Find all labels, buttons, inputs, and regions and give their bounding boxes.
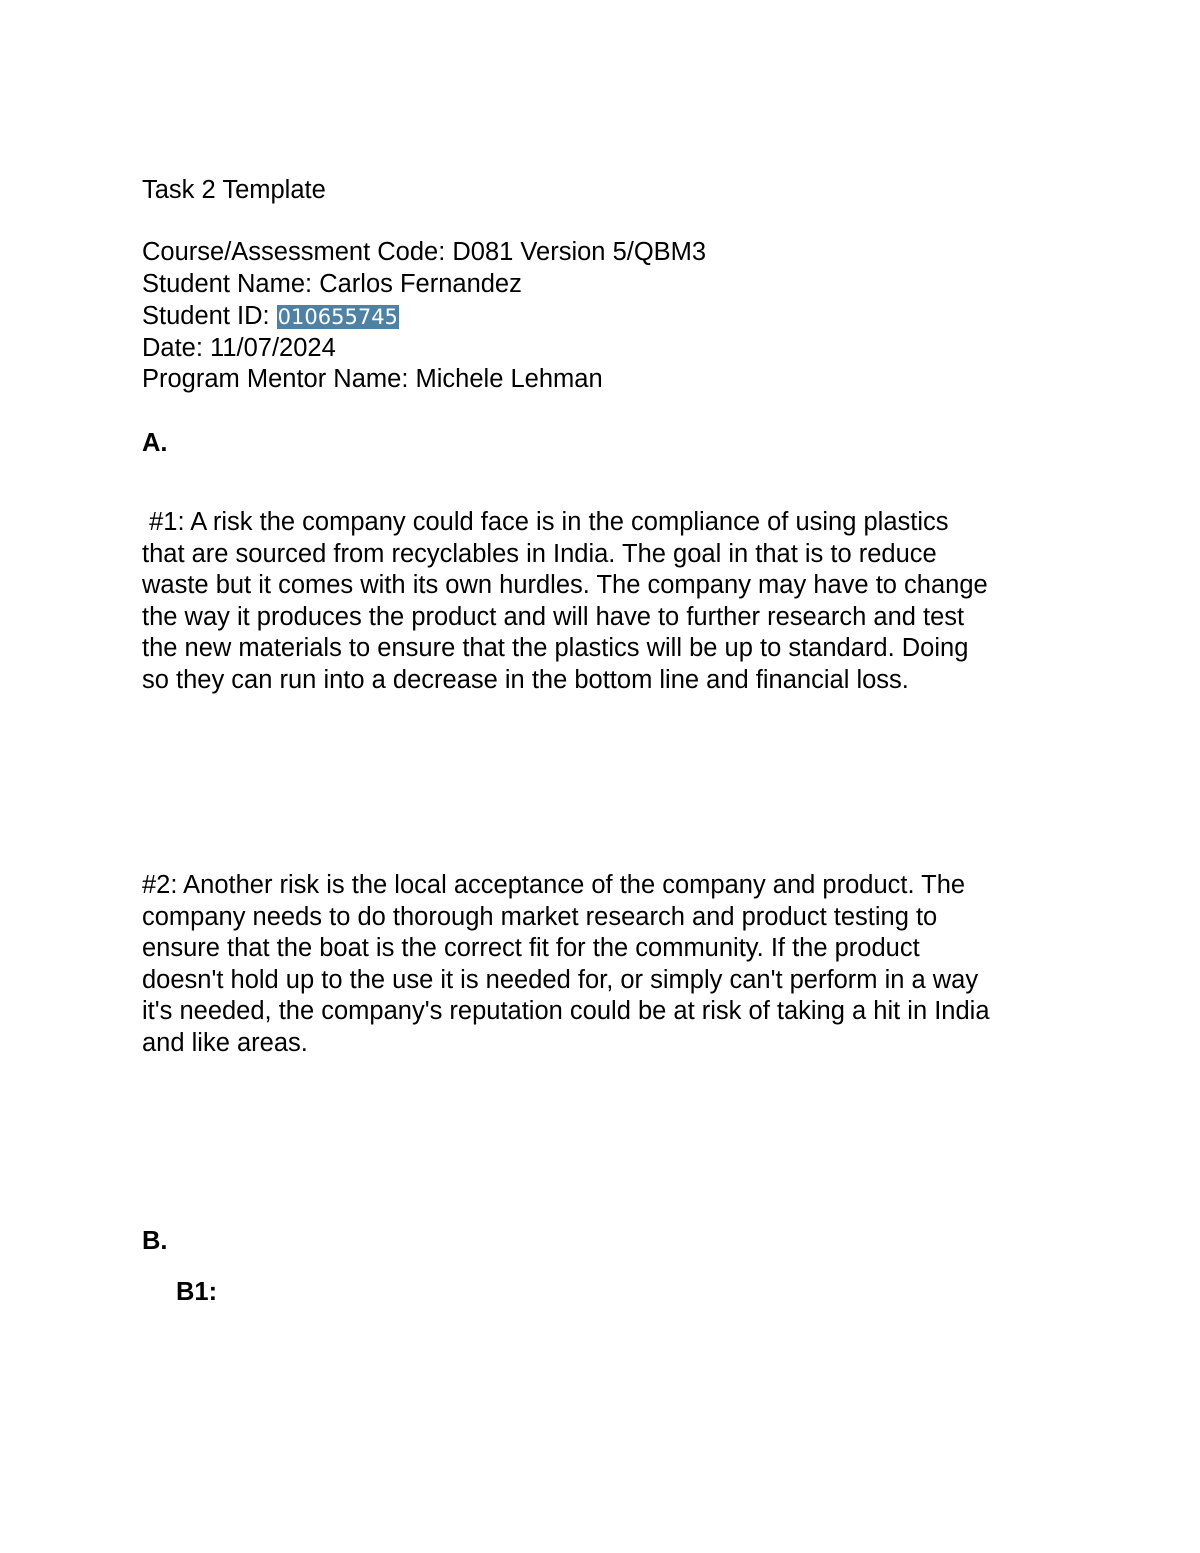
risk-1-paragraph	[142, 507, 1072, 697]
paragraph-line: company needs to do thorough market research and product testing to	[142, 902, 938, 931]
section-a-heading: A.	[142, 429, 168, 457]
paragraph-line: so they can run into a decrease in the bottom line and financial loss.	[142, 665, 909, 694]
section-b-heading: B.	[142, 1227, 168, 1255]
date-line	[142, 332, 336, 364]
paragraph-line: the way it produces the product and will have to further research and test	[142, 602, 965, 631]
date-label: Date:	[142, 334, 211, 362]
student-name-line	[142, 268, 522, 300]
course-code-line	[142, 236, 706, 268]
paragraph-line: ensure that the boat is the correct fit for the community. If the product	[142, 934, 920, 963]
paragraph-line: it's needed, the company's reputation could be at risk of taking a hit in India	[142, 997, 990, 1026]
student-name-value: Carlos Fernandez	[319, 270, 522, 298]
paragraph-line: doesn't hold up to the use it is needed for, or simply can't perform in a way	[142, 965, 979, 994]
mentor-value: Michele Lehman	[415, 365, 603, 393]
risk-2-paragraph	[142, 870, 1072, 1060]
section-b1-heading: B1:	[176, 1278, 218, 1306]
student-id-label: Student ID:	[142, 302, 277, 330]
course-code-label: Course/Assessment Code:	[142, 238, 453, 266]
paragraph-line: #2: Another risk is the local acceptance of the company and product. The	[142, 871, 966, 899]
paragraph-line: that are sourced from recyclables in India. The goal in that is to reduce	[142, 539, 937, 568]
course-code-value: D081 Version 5/QBM3	[452, 238, 707, 266]
student-id-value[interactable]: 010655745	[277, 305, 398, 329]
date-value: 11/07/2024	[210, 334, 336, 362]
mentor-label: Program Mentor Name:	[142, 365, 416, 393]
paragraph-line: the new materials to ensure that the plastics will be up to standard. Doing	[142, 634, 969, 663]
mentor-line	[142, 363, 603, 395]
student-id-line	[142, 300, 399, 333]
paragraph-line: #1: A risk the company could face is in the compliance of using plastics	[142, 508, 949, 536]
paragraph-line: and like areas.	[142, 1028, 308, 1057]
student-name-label: Student Name:	[142, 270, 320, 298]
paragraph-line: waste but it comes with its own hurdles. The company may have to change	[142, 571, 988, 600]
document-title: Task 2 Template	[142, 176, 326, 204]
